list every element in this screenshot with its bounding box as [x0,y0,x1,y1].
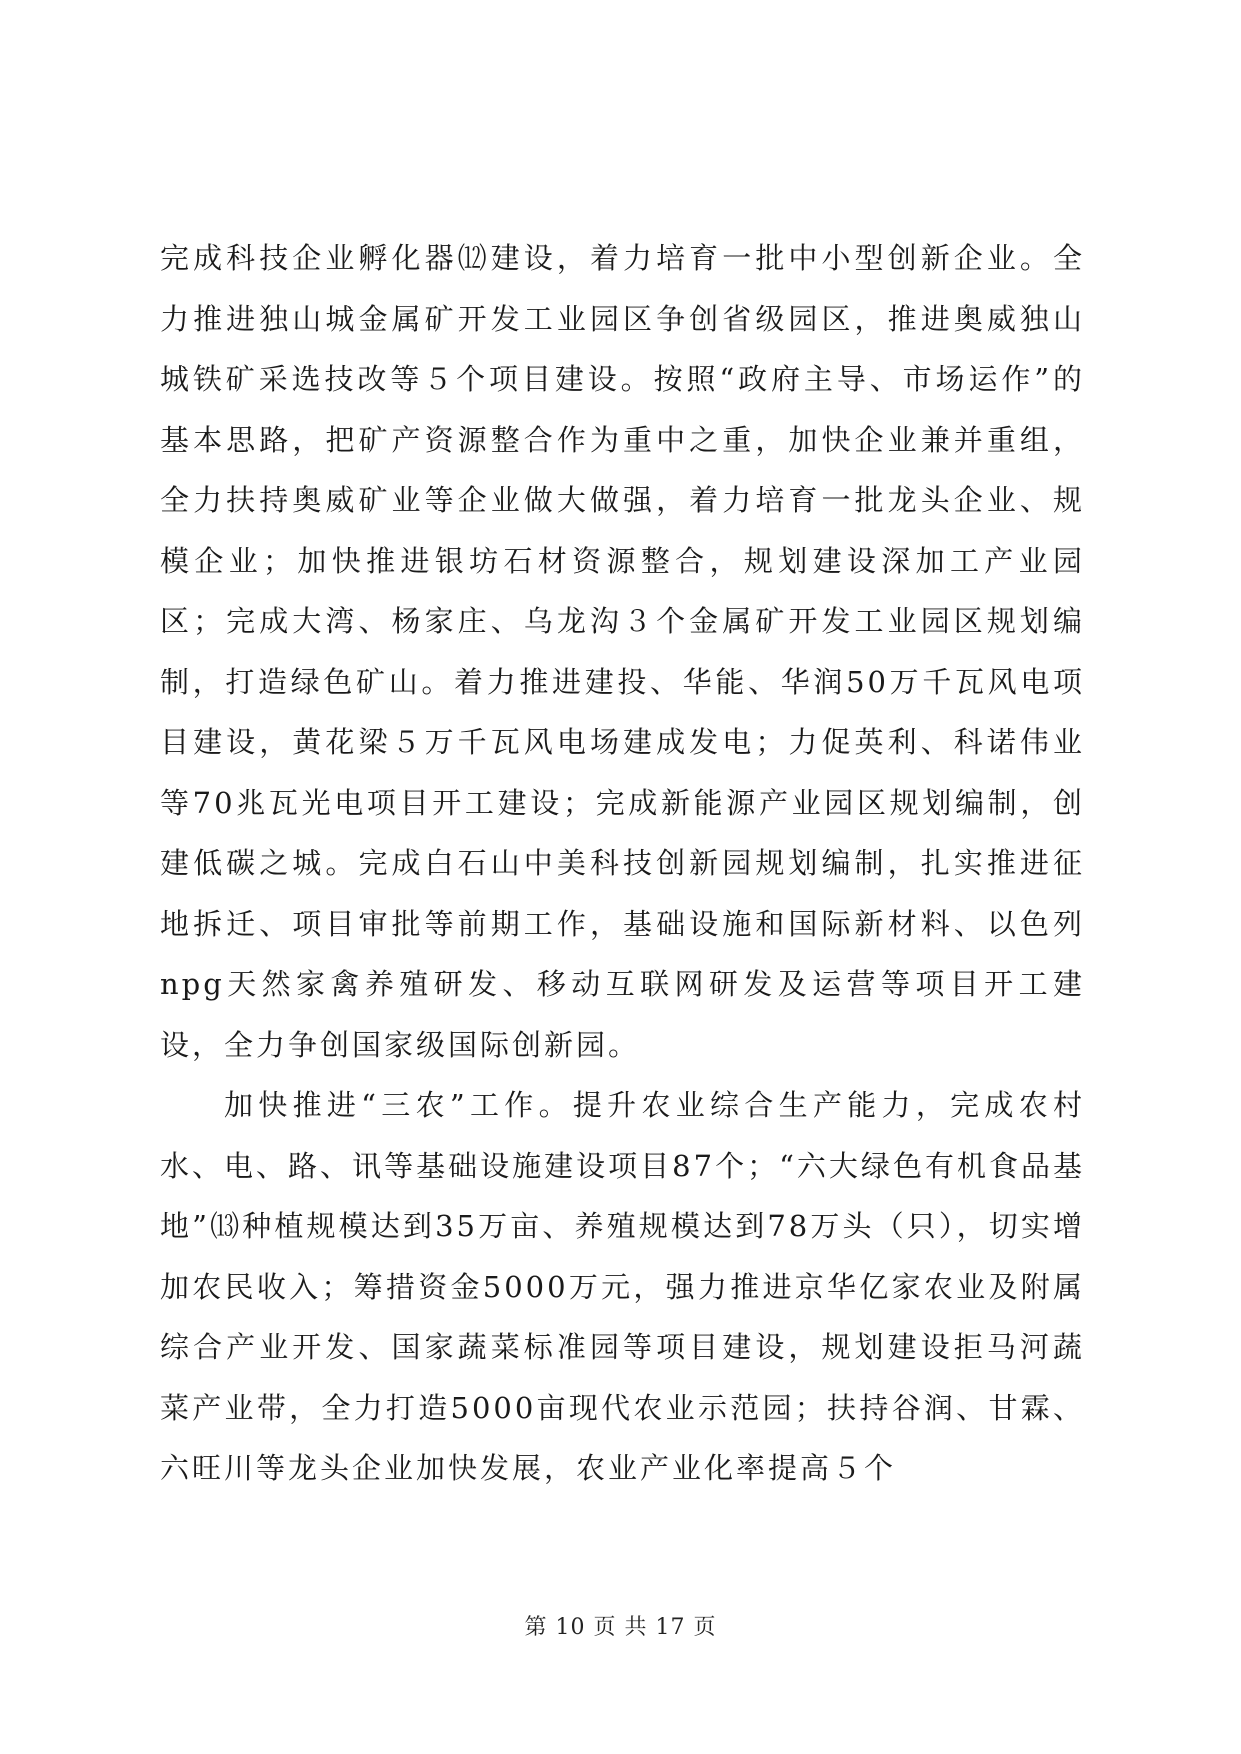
paragraph-agriculture: 加快推进“三农”工作。提升农业综合生产能力，完成农村水、电、路、讯等基础设施建设项目87个；“六大绿色有机食品基地”⒀种植规模达到35万亩、养殖规模达到78万头（只），切实增加农民收入；筹措资金5000万元，强力推进京华亿家农业及附属综合产业开发、国家蔬菜标准园等项目建设，规划建设拒马河蔬菜产业带，全力打造5000亩现代农业示范园；扶持谷润、甘霖、六旺川等龙头企业加快发展，农业产业化率提高５个 [160,1088,1085,1485]
document-body [160,228,1085,1499]
paragraph-continued: 完成科技企业孵化器⑿建设，着力培育一批中小型创新企业。全力推进独山城金属矿开发工业园区争创省级园区，推进奥威独山城铁矿采选技改等５个项目建设。按照“政府主导、市场运作”的基本思路，把矿产资源整合作为重中之重，加快企业兼并重组，全力扶持奥威矿业等企业做大做强，着力培育一批龙头企业、规模企业；加快推进银坊石材资源整合，规划建设深加工产业园区；完成大湾、杨家庄、乌龙沟３个金属矿开发工业园区规划编制，打造绿色矿山。着力推进建投、华能、华润50万千瓦风电项目建设，黄花梁５万千瓦风电场建成发电；力促英利、科诺伟业等70兆瓦光电项目开工建设；完成新能源产业园区规划编制，创建低碳之城。完成白石山中美科技创新园规划编制，扎实推进征地拆迁、项目审批等前期工作，基础设施和国际新材料、以色列npg天然家禽养殖研发、移动互联网研发及运营等项目开工建设，全力争创国家级国际创新园。 [160,241,1085,1062]
page-number-footer: 第 10 页 共 17 页 [524,1615,717,1640]
